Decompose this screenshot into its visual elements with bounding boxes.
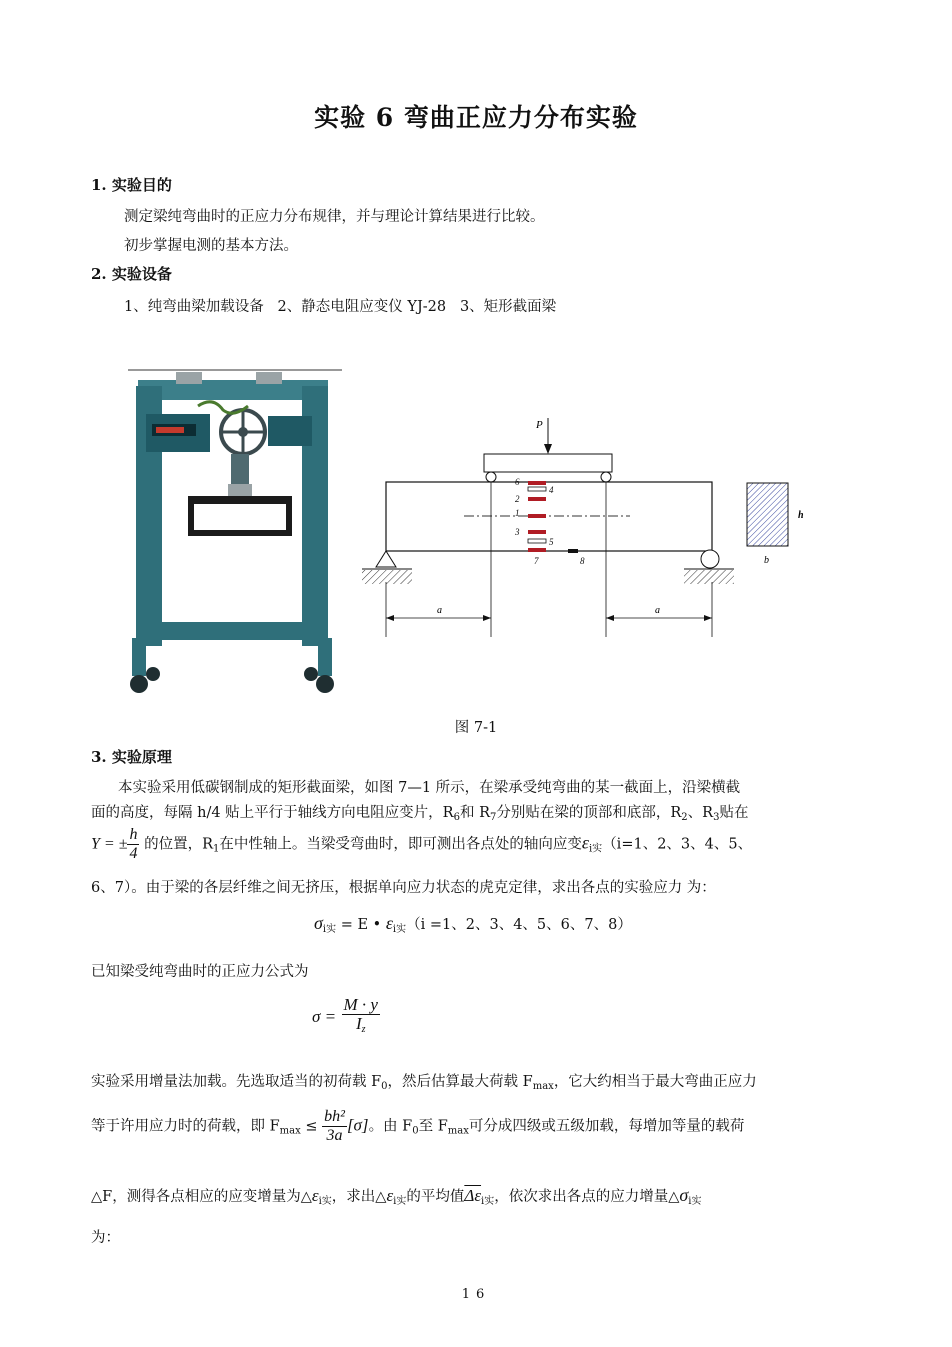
principle-line-1: 本实验采用低碳钢制成的矩形截面梁，如图 7—1 所示，在梁承受纯弯曲的某一截面上，沿梁横截: [118, 780, 741, 796]
gauge-label-5: 5: [549, 537, 554, 547]
gauge-label-8: 8: [580, 556, 585, 566]
gauge-label-4: 4: [549, 485, 554, 495]
principle-line-5: 已知梁受纯弯曲时的正应力公式为: [91, 964, 309, 980]
gauge-label-3: 3: [515, 527, 520, 537]
principle-line-9: 为：: [91, 1230, 120, 1246]
section-2-line: 1、纯弯曲梁加载设备 2、静态电阻应变仪 YJ-28 3、矩形截面梁: [124, 299, 557, 315]
load-label: P: [536, 419, 543, 431]
bending-stress-formula: σ = $\frac{M \cdot y}{I_z}$: [312, 995, 378, 1035]
principle-line-2: 面的高度，每隔 h/4 贴上平行于轴线方向电阻应变片，$R_6$和 $R_7$分别贴在梁的顶部和底部，$R_2$、$R_3$贴在: [91, 805, 749, 823]
gauge-label-7: 7: [534, 556, 539, 566]
gauge-label-1: 1: [515, 508, 520, 518]
gauge-label-6: 6: [515, 477, 520, 487]
principle-line-6: 实验采用增量法加载。先选取适当的初荷载 $F_0$，然后估算最大荷载 $F_{max}$，它大约相当于最大弯曲正应力: [91, 1074, 757, 1092]
principle-line-7: 等于许用应力时的荷载，即 $F_{max}$ ≤ $\frac{\text{bh²}}{3a}$ [σ]。由 $F_0$至 $F_{max}$可分成四级或五级加载，每增加等量的载荷: [91, 1108, 745, 1144]
section-1-heading: 1. 实验目的: [91, 176, 172, 194]
section-1-line-2: 初步掌握电测的基本方法。: [124, 238, 298, 254]
page-number: 16: [461, 1287, 491, 1302]
page-title: 实验 6 弯曲正应力分布实验: [314, 103, 638, 132]
principle-line-3: Y = ± $\frac{h}{4}$ 的位置，$R_1$在中性轴上。当梁受弯曲时，即可测出各点处的轴向应变$\varepsilon_{i实}(i=1$、2、3、4、5、: [91, 826, 753, 862]
principle-line-8: △F，测得各点相应的应变增量为$\triangle\varepsilon_{i实}$，求出$\triangle\varepsilon_{i实}$的平均值$\overline{\Delta\varepsilon}_{i实}$，依次求出各点的应力增量$\triangle\sigma_{i实}$: [91, 1185, 702, 1207]
principle-line-4: 6、7）。由于梁的各层纤维之间无挤压，根据单向应力状态的虎克定律，求出各点的实验应力 为：: [91, 880, 716, 896]
section-h-label: h: [798, 510, 804, 521]
beam-schematic: [360, 412, 840, 642]
gauge-label-2: 2: [515, 494, 520, 504]
section-2-heading: 2. 实验设备: [91, 265, 172, 283]
loading-frame-photo: [128, 366, 343, 706]
section-1-line-1: 测定梁纯弯曲时的正应力分布规律，并与理论计算结果进行比较。: [124, 209, 545, 225]
span-label-right: a: [655, 605, 660, 616]
section-b-label: b: [764, 555, 769, 566]
hooke-law-formula: $\sigma_{i实} = E$ • $\varepsilon_{i实}(i =1$、2、3、4、5、6、7、8）: [314, 913, 632, 935]
section-3-heading: 3. 实验原理: [91, 748, 172, 766]
figure-caption: 图 7-1: [454, 720, 498, 736]
span-label-left: a: [437, 605, 442, 616]
